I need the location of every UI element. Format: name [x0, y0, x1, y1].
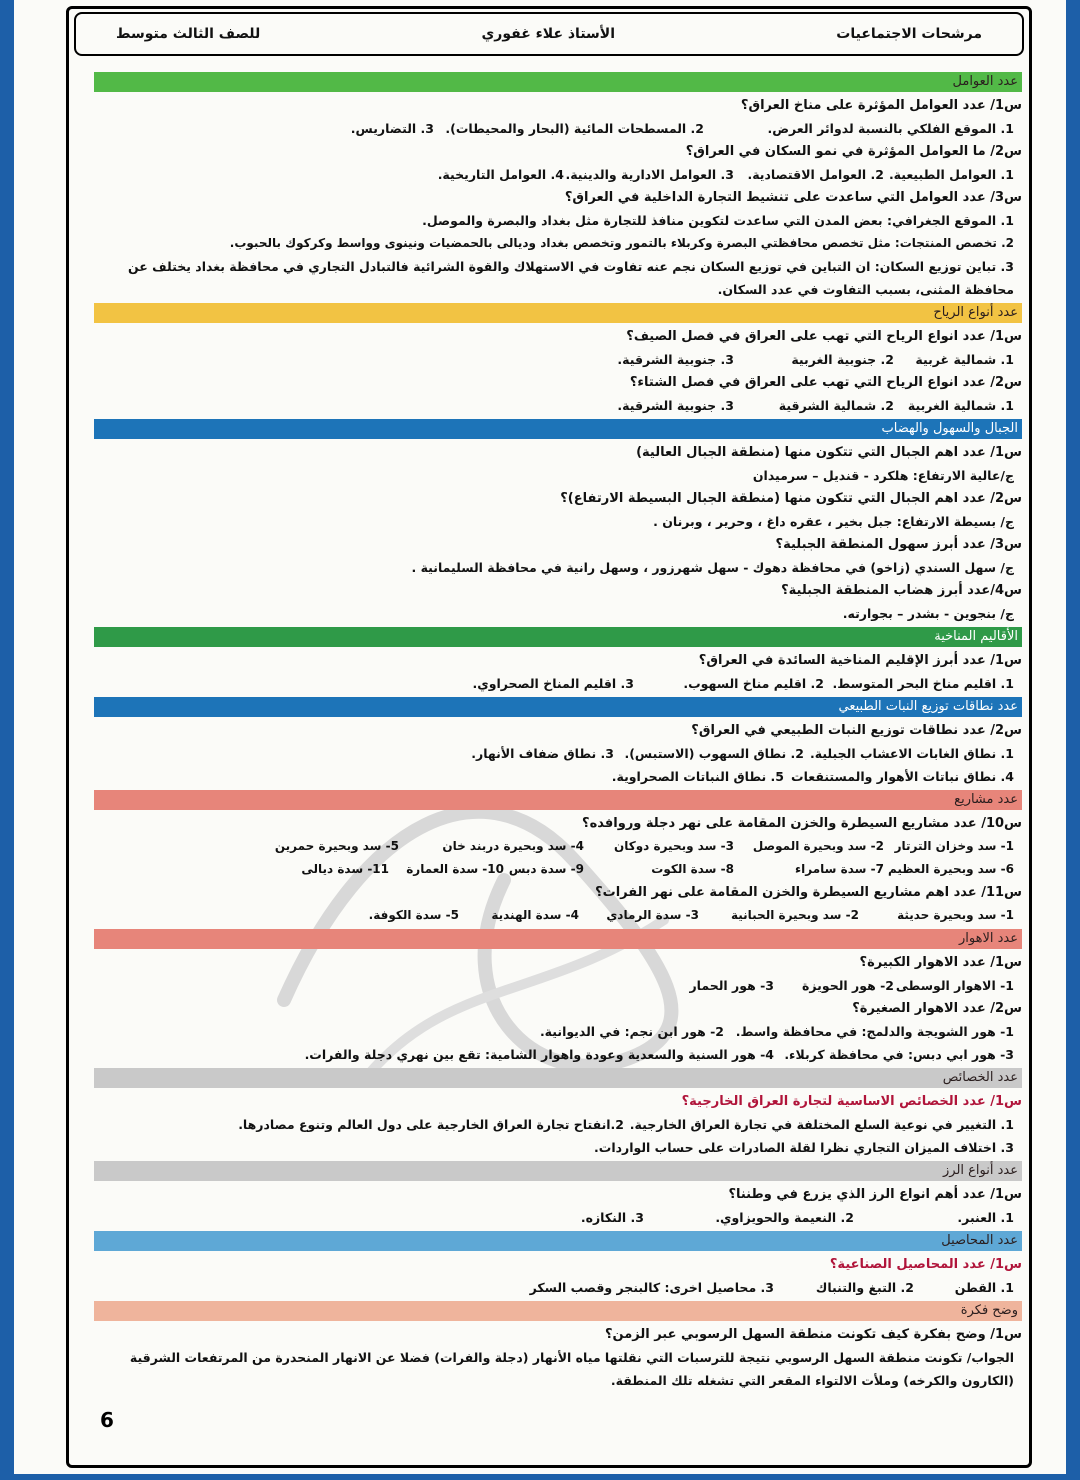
question: س1/ عدد اهم الجبال التي تتكون منها (منطقة الجبال العالية) [636, 445, 1022, 460]
answer-item: 6- سد وبحيرة العظيم [887, 862, 1014, 876]
answer-item: 3. العوامل الادارية والدينية. [565, 167, 734, 182]
answer-row [94, 348, 1022, 371]
answer-row [94, 163, 1022, 186]
answer-line: 2. تخصص المنتجات: مثل تخصص محافظتي البصرة وكربلاء بالتمور وتخصص بغداد وديالى بالحمضيات ونينوى وواسط وكركوك بالحبوب. [229, 236, 1014, 250]
question: س1/ وضح بفكرة كيف تكونت منطقة السهل الرسوبي عبر الزمن؟ [604, 1327, 1022, 1342]
answer-line: ج/عالية الارتفاع: هلكرد - قنديل – سرميدان [752, 468, 1014, 483]
section-bar-climate: الأقاليم المناخية [94, 627, 1022, 647]
section-bar-explain: وضح فكرة [94, 1301, 1022, 1321]
answer-item: 1. نطاق الغابات الاعشاب الجبلية. [809, 746, 1014, 761]
answer-item: 4- سد وبحيرة دربند خان [442, 839, 584, 853]
page-number: 6 [100, 1408, 114, 1432]
answer-item: 3- سد وبحيرة دوكان [613, 839, 734, 853]
answer-line: 1. الموقع الجغرافي: بعض المدن التي ساعدت لتكوين منافذ للتجارة مثل بغداد والبصرة والموصل. [422, 213, 1014, 228]
answer-item: 4. العوامل التاريخية. [437, 167, 564, 182]
question: س1/ عدد انواع الرياح التي تهب على العراق في فصل الصيف؟ [626, 329, 1022, 344]
question: س3/ عدد أبرز سهول المنطقة الجبلية؟ [775, 537, 1022, 552]
header-subject: مرشحات الاجتماعيات [836, 26, 982, 42]
question: س2/ عدد نطاقات توزيع النبات الطبيعي في العراق؟ [691, 723, 1022, 738]
question: س11/ عدد اهم مشاريع السيطرة والخزن المقامة على نهر الفرات؟ [595, 885, 1022, 900]
section-bar-marshes: عدد الاهوار [94, 929, 1022, 949]
answer-item: 2. شمالية الشرقية [778, 398, 894, 413]
answer-item: 1- الاهوار الوسطى [895, 978, 1014, 993]
answer-item: 2. اقليم مناخ السهوب. [683, 676, 824, 691]
answer-line: 3. اختلاف الميزان التجاري نظرا لقلة الصادرات على حساب الواردات. [594, 1140, 1014, 1155]
question: س2/ عدد اهم الجبال التي تتكون منها (منطقة الجبال البسيطة الارتفاع)؟ [560, 491, 1022, 506]
answer-item: 2- هور الحويزة [802, 978, 894, 993]
section-bar-mountains: الجبال والسهول والهضاب [94, 419, 1022, 439]
answer-row [94, 742, 1022, 765]
answer-item: 2. نطاق السهوب (الاستبس). [624, 746, 804, 761]
answer-item: 11- سدة ديالى [301, 862, 389, 876]
section-bar-vegetation: عدد نطاقات توزيع النبات الطبيعي [94, 697, 1022, 717]
answer-row [94, 672, 1022, 695]
answer-item: 2. العوامل الاقتصادية. [747, 167, 884, 182]
answer-item: 7- سدة سامراء [795, 862, 884, 876]
answer-item: 3. نطاق ضفاف الأنهار. [471, 746, 614, 761]
answer-item: 5- سد وبحيرة حمرين [274, 839, 399, 853]
question: س1/ عدد الخصائص الاساسية لتجارة العراق الخارجية؟ [681, 1094, 1022, 1109]
answer-item: 3. النكازه. [580, 1210, 644, 1225]
answer-item: 1. الموقع الفلكي بالنسبة لدوائر العرض. [767, 121, 1014, 136]
question: س1/ عدد العوامل المؤثرة على مناخ العراق؟ [740, 98, 1022, 113]
answer-row [94, 904, 1022, 927]
question: س1/ عدد الاهوار الكبيرة؟ [859, 955, 1022, 970]
answer-item: 3- سدة الرمادي [606, 908, 699, 922]
question: س1/ عدد المحاصيل الصناعية؟ [829, 1257, 1022, 1272]
answer-item: 2- سد وبحيرة الموصل [752, 839, 884, 853]
answer-item: 3- هور ابي دبس: في محافظة كربلاء. [784, 1047, 1014, 1062]
page [14, 0, 1066, 1474]
answer-item: 4- هور السنية والسعدية وعودة واهوار الشامية: تقع بين نهري دجلة والفرات. [304, 1047, 774, 1062]
answer-line: ج/ بنجوين - بشدر – بجوارته. [842, 606, 1014, 621]
question: س3/ عدد العوامل التي ساعدت على تنشيط التجارة الداخلية في العراق؟ [564, 190, 1022, 205]
answer-item: 2. النعيمة والحويزاوي. [715, 1210, 854, 1225]
section-bar-characteristics: عدد الخصائص [94, 1068, 1022, 1088]
answer-item: 3- هور الحمار [689, 978, 774, 993]
answer-item: 5. نطاق النباتات الصحراوية. [611, 769, 784, 784]
answer-item: 2. جنوبية الغربية [791, 352, 894, 367]
answer-row [94, 1206, 1022, 1229]
answer-item: 8- سدة الكوت [651, 862, 734, 876]
answer-line: 3. تباين توزيع السكان: ان التباين في توزيع السكان نجم عنه تفاوت في الاستهلاك والقوة الشرائية فالتبادل التجاري في محافظة بغداد يختلف عن محافظة المثنى، بسبب التفاوت في عدد السكان. [128, 259, 1014, 297]
answer-item: 1- سد وبحيرة حديثة [897, 908, 1014, 922]
answer-row [94, 974, 1022, 997]
answer-item: 1- سد وخزان الترتار [894, 839, 1014, 853]
answer-item: 3. جنوبية الشرقية. [617, 352, 734, 367]
answer-item: 9- سدة دبس [508, 862, 584, 876]
answer-item: 4- سدة الهندية [491, 908, 579, 922]
answer-row [94, 858, 1022, 881]
answer-item: 2. المسطحات المائية (البحار والمحيطات). [445, 121, 704, 136]
answer-item: 3. جنوبية الشرقية. [617, 398, 734, 413]
question: س1/ عدد أهم انواع الرز الذي يزرع في وطننا؟ [728, 1187, 1022, 1202]
answer-row [94, 394, 1022, 417]
answer-item: 1. اقليم مناخ البحر المتوسط. [832, 676, 1014, 691]
question: س2/ عدد انواع الرياح التي تهب على العراق في فصل الشتاء؟ [629, 375, 1022, 390]
answer-line: ج/ سهل السندي (زاخو) في محافظة دهوك - سهل شهرزور ، وسهل رانية في محافظة السليمانية . [411, 560, 1014, 575]
answer-item: 2- سد وبحيرة الحبانية [730, 908, 859, 922]
header-teacher: الأستاذ علاء غفوري [481, 26, 616, 42]
answer-item: 2. التبغ والتنباك [815, 1280, 914, 1295]
answer-item: 2.انفتاح تجارة العراق الخارجية على دول العالم وتنوع مصادرها. [238, 1117, 624, 1132]
answer-paragraph: الجواب/ تكونت منطقة السهل الرسوبي نتيجة للترسبات التي نقلتها مياه الأنهار (دجلة والفرات) فضلا عن الانهار المنحدرة من المرتفعات الشرقية (الكارون والكرخه) وملأت الالتواء المقعر التي تشغله تلك المنطقة. [129, 1350, 1014, 1388]
question: س2/ ما العوامل المؤثرة في نمو السكان في العراق؟ [685, 144, 1022, 159]
answer-item: 1. شمالية غربية [915, 352, 1014, 367]
answer-item: 1. القطن [954, 1280, 1014, 1295]
section-bar-projects: عدد مشاريع [94, 790, 1022, 810]
question: س4/عدد أبرز هضاب المنطقة الجبلية؟ [781, 583, 1022, 598]
answer-item: 3. محاصيل اخرى: كالبنجر وقصب السكر [529, 1280, 774, 1295]
answer-item: 1. العنبر. [957, 1210, 1014, 1225]
answer-item: 10- سدة العمارة [406, 862, 504, 876]
answer-line: ج/ بسيطة الارتفاع: جبل بخير ، عقره داغ ، وحرير ، وبرنان . [653, 514, 1014, 529]
answer-item: 1. التغيير في نوعية السلع المختلفة في تجارة العراق الخارجية. [629, 1117, 1014, 1132]
question: س10/ عدد مشاريع السيطرة والخزن المقامة على نهر دجلة وروافده؟ [582, 816, 1022, 831]
question: س1/ عدد أبرز الإقليم المناخية السائدة في العراق؟ [698, 653, 1022, 668]
answer-row [94, 835, 1022, 858]
answer-row [94, 1043, 1022, 1066]
section-bar-factors: عدد العوامل [94, 72, 1022, 92]
answer-item: 1. العوامل الطبيعية. [888, 167, 1014, 182]
answer-row [94, 765, 1022, 788]
header [74, 12, 1024, 56]
question: س2/ عدد الاهوار الصغيرة؟ [852, 1001, 1022, 1016]
content [94, 70, 1022, 1392]
answer-item: 3. التضاريس. [350, 121, 434, 136]
answer-item: 1- هور الشويجة والدلمج: في محافظة واسط. [735, 1024, 1014, 1039]
answer-item: 4. نطاق نباتات الأهوار والمستنقعات [791, 769, 1014, 784]
answer-item: 3. اقليم المناخ الصحراوي. [472, 676, 634, 691]
section-bar-rice: عدد أنواع الرز [94, 1161, 1022, 1181]
section-bar-winds: عدد أنواع الرياح [94, 303, 1022, 323]
section-bar-crops: عدد المحاصيل [94, 1231, 1022, 1251]
answer-item: 1. شمالية الغربية [907, 398, 1014, 413]
answer-item: 2- هور ابن نجم: في الديوانية. [539, 1024, 724, 1039]
answer-item: 5- سدة الكوفة. [368, 908, 459, 922]
answer-row [94, 117, 1022, 140]
answer-row [94, 1020, 1022, 1043]
answer-row [94, 1276, 1022, 1299]
header-grade: للصف الثالث متوسط [116, 26, 261, 42]
answer-row [94, 1113, 1022, 1136]
